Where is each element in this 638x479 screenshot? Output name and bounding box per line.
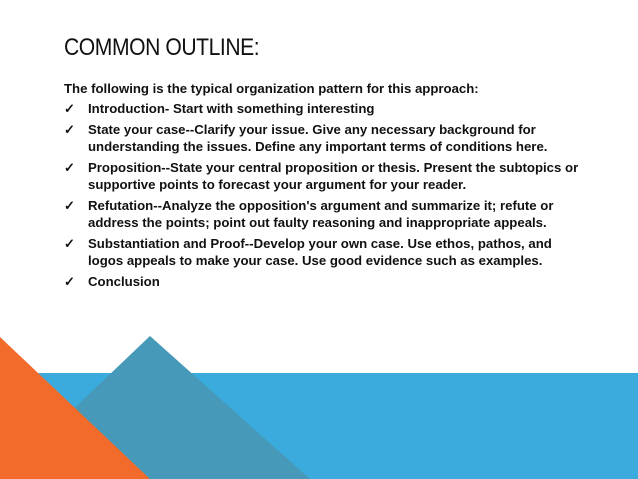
list-item-text: State your case--Clarify your issue. Give any necessary background for understanding the issues. Define any important terms of conditions here.	[88, 122, 548, 154]
list-item-text: Refutation--Analyze the opposition's argument and summarize it; refute or address the points; point out faulty reasoning and inappropriate appeals.	[88, 198, 554, 230]
checkmark-icon: ✓	[64, 198, 75, 213]
checkmark-icon: ✓	[64, 101, 75, 116]
list-item	[64, 273, 584, 290]
checkmark-icon: ✓	[64, 122, 75, 137]
checkmark-icon: ✓	[64, 274, 75, 289]
list-item	[64, 100, 584, 117]
list-item	[64, 197, 584, 231]
intro-text: The following is the typical organization pattern for this approach:	[64, 81, 479, 96]
list-item	[64, 159, 584, 193]
checkmark-icon: ✓	[64, 160, 75, 175]
list-item	[64, 235, 584, 269]
outline-list	[64, 100, 584, 290]
list-item-text: Proposition--State your central proposition or thesis. Present the subtopics or supportive points to forecast your argument for your reader.	[88, 160, 579, 192]
list-item-text: Conclusion	[88, 274, 160, 289]
checkmark-icon: ✓	[64, 236, 75, 251]
list-item-text: Introduction- Start with something interesting	[88, 101, 375, 116]
list-item	[64, 121, 584, 155]
list-item-text: Substantiation and Proof--Develop your own case. Use ethos, pathos, and logos appeals to make your case. Use good evidence such as examples.	[88, 236, 552, 268]
slide-body	[64, 80, 584, 294]
slide-title: COMMON OUTLINE:	[64, 34, 260, 61]
